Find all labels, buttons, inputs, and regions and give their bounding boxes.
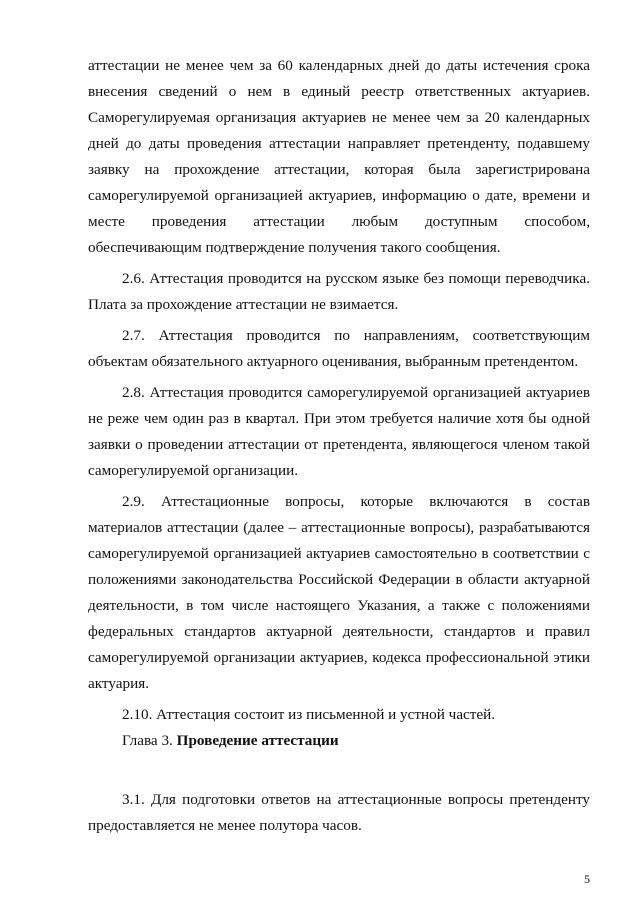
paragraph-continuation: аттестации не менее чем за 60 календарных дней до даты истечения срока внесения сведений о нем в единый реестр ответственных актуариев. Саморегулируемая организация актуариев не менее чем за 20 календарных дней до даты проведения аттестации направляет претенденту, подавшему заявку на прохождение аттестации, которая была зарегистрирована саморегулируемой организацией актуариев, информацию о дате, времени и месте проведения аттестации любым доступным способом, обеспечивающим подтверждение получения такого сообщения.: [88, 57, 590, 256]
chapter-prefix: Глава 3.: [122, 732, 177, 749]
paragraph-2-10: 2.10. Аттестация состоит из письменной и устной частей.: [122, 706, 496, 723]
paragraph-3-1: 3.1. Для подготовки ответов на аттестационные вопросы претенденту предоставляется не менее полутора часов.: [88, 791, 590, 834]
paragraph-2-6: 2.6. Аттестация проводится на русском языке без помощи переводчика. Плата за прохождение аттестации не взимается.: [88, 270, 590, 313]
chapter-heading: [88, 728, 590, 754]
document-body: [88, 53, 590, 839]
chapter-title: Проведение аттестации: [176, 732, 339, 749]
paragraph-2-8: 2.8. Аттестация проводится саморегулируемой организацией актуариев не реже чем один раз в квартал. При этом требуется наличие хотя бы одной заявки о проведении аттестации от претендента, являющегося членом такой саморегулируемой организации.: [88, 384, 590, 479]
paragraph-2-9: 2.9. Аттестационные вопросы, которые включаются в состав материалов аттестации (далее – аттестационные вопросы), разрабатываются саморегулируемой организацией актуариев самостоятельно в соответствии с положениями законодательства Российской Федерации в области актуарной деятельности, в том числе настоящего Указания, а также с положениями федеральных стандартов актуарной деятельности, стандартов и правил саморегулируемой организации актуариев, кодекса профессиональной этики актуария.: [88, 493, 590, 692]
paragraph-2-7: 2.7. Аттестация проводится по направлениям, соответствующим объектам обязательного актуарного оценивания, выбранным претендентом.: [88, 327, 590, 370]
page-number: 5: [584, 872, 590, 886]
